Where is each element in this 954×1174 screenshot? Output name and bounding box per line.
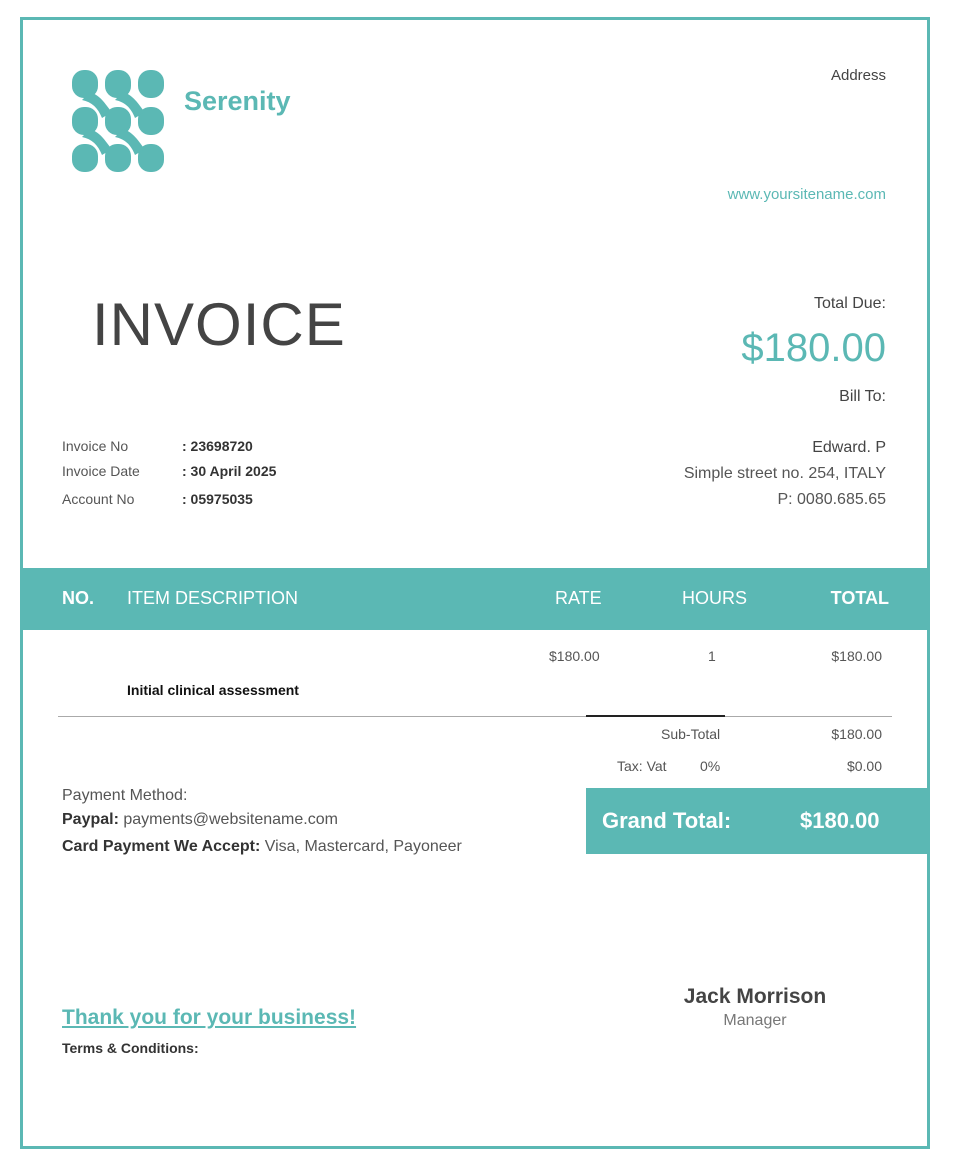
- tax-label: Tax: Vat: [617, 758, 667, 774]
- table-divider: [58, 716, 892, 717]
- terms-and-conditions: Terms & Conditions:: [62, 1040, 199, 1056]
- total-due-amount: $180.00: [741, 326, 886, 370]
- total-due-label: Total Due:: [813, 295, 886, 312]
- card-payment-value: Visa, Mastercard, Payoneer: [264, 838, 462, 855]
- bill-to-label: Bill To:: [839, 388, 886, 405]
- paypal-value: payments@websitename.com: [123, 811, 338, 828]
- client-phone: P: 0080.685.65: [777, 491, 886, 508]
- grand-total-label: Grand Total:: [602, 808, 732, 833]
- grand-total-box: [586, 788, 927, 854]
- account-number-label: Account No: [62, 491, 135, 507]
- invoice-number-label: Invoice No: [62, 438, 129, 454]
- bill-to-details: [684, 435, 886, 513]
- tax-rate: 0%: [700, 758, 721, 774]
- invoice-date-label: Invoice Date: [62, 463, 140, 479]
- grand-total-value: $180.00: [800, 808, 880, 833]
- subtotal-divider: [586, 715, 725, 717]
- account-number-row: [62, 491, 253, 507]
- invoice-number-value: : 23698720: [182, 438, 253, 454]
- column-header-no: NO.: [62, 588, 95, 608]
- invoice-date-row: [62, 463, 276, 479]
- client-name: Edward. P: [812, 439, 886, 456]
- column-header-rate: RATE: [555, 588, 602, 608]
- thank-you-link[interactable]: Thank you for your business!: [62, 1006, 357, 1029]
- column-header-description: ITEM DESCRIPTION: [127, 588, 299, 608]
- signer-name: Jack Morrison: [683, 985, 827, 1008]
- card-payment-label: Card Payment We Accept:: [62, 838, 261, 855]
- subtotal-value: $180.00: [831, 726, 882, 742]
- item-total: $180.00: [831, 648, 882, 664]
- invoice-date-value: : 30 April 2025: [182, 463, 277, 479]
- company-address: Address: [830, 67, 886, 84]
- serenity-logo-icon: [72, 70, 164, 172]
- company-website-link[interactable]: www.yoursitename.com: [727, 186, 886, 203]
- subtotal-label: Sub-Total: [661, 726, 721, 742]
- paypal-row: [62, 811, 338, 829]
- payment-method-heading: Payment Method:: [62, 787, 188, 804]
- column-header-hours: HOURS: [682, 588, 748, 608]
- paypal-label: Paypal:: [62, 811, 119, 828]
- card-payment-row: [62, 838, 462, 856]
- column-header-total: TOTAL: [830, 588, 889, 608]
- brand-name: Serenity: [184, 86, 291, 116]
- client-address: Simple street no. 254, ITALY: [683, 465, 886, 482]
- signer-role: Manager: [723, 1012, 787, 1029]
- item-rate: $180.00: [549, 648, 600, 664]
- document-title: INVOICE: [92, 291, 346, 358]
- items-table-header: [20, 568, 927, 630]
- item-description: Initial clinical assessment: [127, 682, 299, 698]
- invoice-number-row: [62, 438, 253, 454]
- account-number-value: : 05975035: [182, 491, 253, 507]
- tax-value: $0.00: [846, 758, 882, 774]
- item-hours: 1: [708, 648, 716, 664]
